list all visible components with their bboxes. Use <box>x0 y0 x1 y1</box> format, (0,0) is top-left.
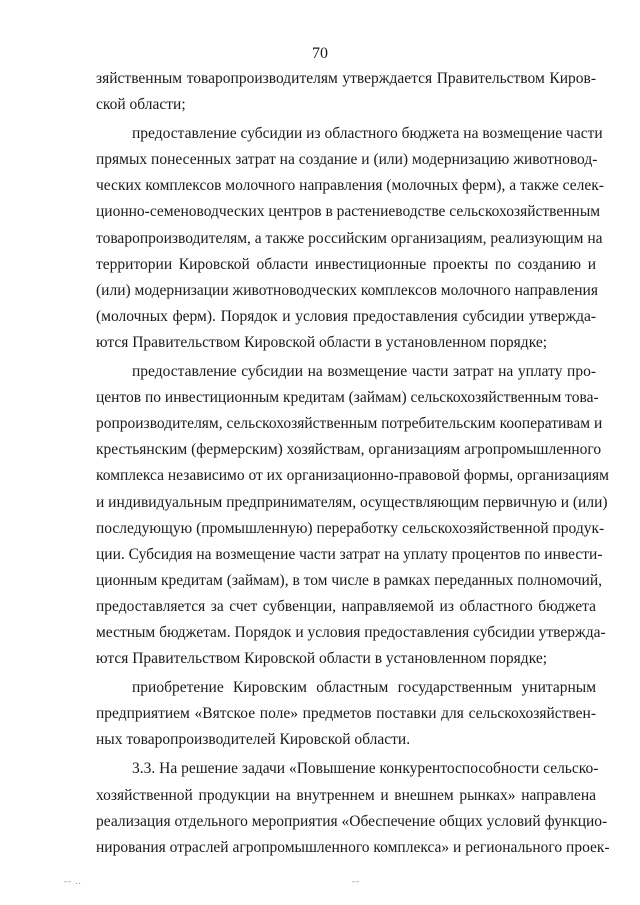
text-line: товаропроизводителям, а также российским организациям, реализующим на <box>96 229 603 247</box>
text-line: предоставление субсидии на возмещение части затрат на уплату про- <box>132 363 596 381</box>
text-line: предприятием «Вятское поле» предметов поставки для сельскохозяйствен- <box>96 705 596 723</box>
text-line: ческих комплексов молочного направления (молочных ферм), а также селек- <box>96 177 604 195</box>
text-line: нирования отраслей агропромышленного комплекса» и регионального проек- <box>96 838 610 856</box>
document-body <box>96 66 610 861</box>
text-line: (молочных ферм). Порядок и условия предоставления субсидии утвержда- <box>96 307 596 325</box>
text-line: ской области; <box>96 96 186 114</box>
text-line: хозяйственной продукции на внутреннем и внешнем рынках» направлена <box>96 786 596 804</box>
scan-mark: -- <box>352 876 360 886</box>
text-line: ются Правительством Кировской области в установленном порядке; <box>96 333 548 351</box>
text-line: предоставляется за счет субвенции, направляемой из областного бюджета <box>96 597 596 615</box>
text-line: ционным кредитам (займам), в том числе в рамках переданных полномочий, <box>96 571 602 589</box>
text-line: территории Кировской области инвестиционные проекты по созданию и <box>96 255 596 273</box>
text-line: ются Правительством Кировской области в установленном порядке; <box>96 650 548 668</box>
text-line: последующую (промышленную) переработку сельскохозяйственной продук- <box>96 519 605 537</box>
text-line: (или) модернизации животноводческих комплексов молочного направления <box>96 281 598 299</box>
text-line: приобретение Кировским областным государственным унитарным <box>132 679 596 697</box>
text-line: ционно-семеноводческих центров в растениеводстве сельскохозяйственным <box>96 203 601 221</box>
text-line: реализация отдельного мероприятия «Обеспечение общих условий функцио- <box>96 812 608 830</box>
page-number: 70 <box>312 45 328 62</box>
scan-mark: -- .. <box>64 876 82 886</box>
text-line: комплекса независимо от их организационно-правовой формы, организациям <box>96 467 609 485</box>
text-line: крестьянским (фермерским) хозяйствам, организациям агропромышленного <box>96 441 602 459</box>
text-line: прямых понесенных затрат на создание и (или) модернизацию животновод- <box>96 151 598 169</box>
text-line: предоставление субсидии из областного бюджета на возмещение части <box>132 125 603 143</box>
text-line: зяйственным товаропроизводителям утверждается Правительством Киров- <box>96 70 596 87</box>
text-line: 3.3. На решение задачи «Повышение конкурентоспособности сельско- <box>132 760 599 778</box>
text-line: ции. Субсидия на возмещение части затрат на уплату процентов по инвести- <box>96 545 603 563</box>
text-line: ных товаропроизводителей Кировской области. <box>96 731 411 749</box>
text-line: и индивидуальным предпринимателям, осуществляющим первичную и (или) <box>96 493 608 511</box>
text-line: местным бюджетам. Порядок и условия предоставления субсидии утвержда- <box>96 623 606 641</box>
text-line: ропроизводителям, сельскохозяйственным потребительским кооперативам и <box>96 415 603 433</box>
text-line: центов по инвестиционным кредитам (займам) сельскохозяйственным това- <box>96 389 599 407</box>
